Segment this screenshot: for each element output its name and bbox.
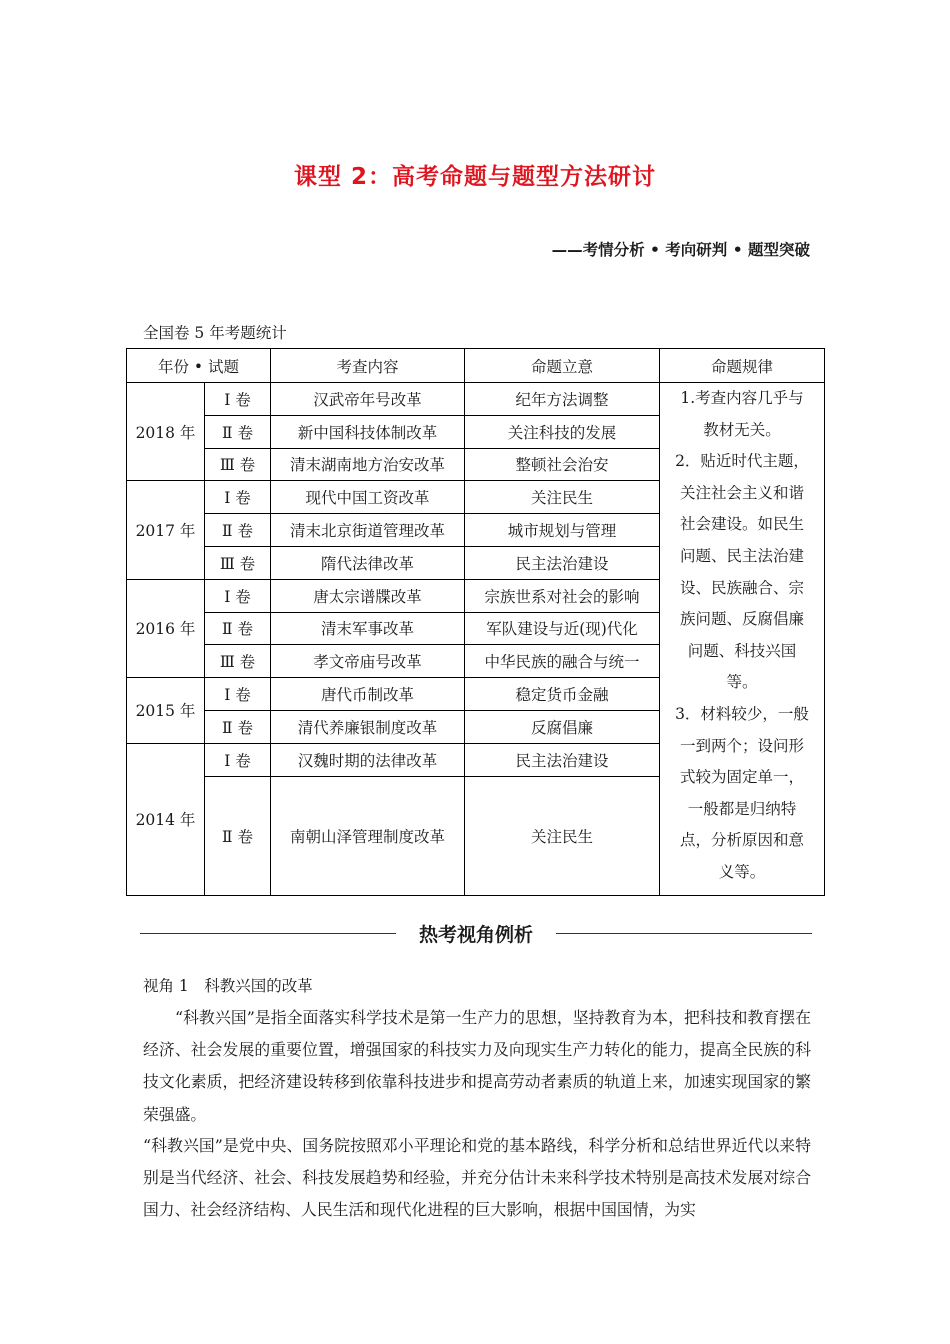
intent-cell: 稳定货币金融 [465,678,660,711]
year-cell: 2018 年 [127,383,205,481]
table-caption: 全国卷 5 年考题统计 [143,324,287,342]
rule-line: 族问题、反腐倡廉 [679,610,804,629]
paper-cell: Ⅰ 卷 [205,383,271,416]
paper-cell: Ⅱ 卷 [205,776,271,895]
rule-line: 点，分析原因和意 [679,831,804,850]
intent-cell: 关注民生 [465,481,660,514]
year-cell: 2015 年 [127,678,205,744]
content-cell: 清代养廉银制度改革 [271,710,465,743]
paper-cell: Ⅱ 卷 [205,612,271,645]
intent-cell: 民主法治建设 [465,546,660,579]
intent-cell: 城市规划与管理 [465,514,660,547]
page-title: 课型 2：高考命题与题型方法研讨 [293,164,656,190]
intent-cell: 整顿社会治安 [465,448,660,481]
paper-cell: Ⅲ 卷 [205,645,271,678]
header-intent: 命题立意 [465,349,660,383]
paper-cell: Ⅰ 卷 [205,743,271,776]
header-content: 考查内容 [271,349,465,383]
section-heading [140,918,812,948]
content-cell: 隋代法律改革 [271,546,465,579]
intent-cell: 关注科技的发展 [465,415,660,448]
content-cell: 唐太宗谱牒改革 [271,579,465,612]
intent-cell: 纪年方法调整 [465,383,660,416]
content-cell: 唐代币制改革 [271,678,465,711]
rule-line: 设、民族融合、宗 [679,578,804,597]
rule-cell [660,383,825,896]
content-cell: 南朝山泽管理制度改革 [271,776,465,895]
paragraph: “科教兴国”是指全面落实科学技术是第一生产力的思想，坚持教育为本，把科技和教育摆在经济、社会发展的重要位置，增强国家的科技实力及向现实生产力转化的能力，提高全民族的科技文化素质，把经济建设转移到依靠科技进步和提高劳动者素质的轨道上来，加速实现国家的繁荣强盛。 [143,1008,811,1124]
paper-cell: Ⅱ 卷 [205,415,271,448]
content-cell: 清末军事改革 [271,612,465,645]
paper-cell: Ⅲ 卷 [205,546,271,579]
rule-line: 问题、民主法治建 [679,546,804,565]
content-cell: 汉魏时期的法律改革 [271,743,465,776]
paper-cell: Ⅰ 卷 [205,579,271,612]
intent-cell: 民主法治建设 [465,743,660,776]
section-heading-text: 热考视角例析 [405,924,547,946]
rule-line: 一般都是归纳特 [687,799,797,818]
intent-cell: 反腐倡廉 [465,710,660,743]
year-cell: 2016 年 [127,579,205,677]
content-cell: 汉武帝年号改革 [271,383,465,416]
intent-cell: 关注民生 [465,776,660,895]
intent-cell: 军队建设与近(现)代化 [465,612,660,645]
paper-cell: Ⅱ 卷 [205,710,271,743]
content-cell: 新中国科技体制改革 [271,415,465,448]
content-cell: 孝文帝庙号改革 [271,645,465,678]
content-cell: 现代中国工资改革 [271,481,465,514]
rule-line: 教材无关。 [703,420,781,439]
rule-line: 一到两个；设问形 [679,736,804,755]
content-cell: 清末北京街道管理改革 [271,514,465,547]
page-subtitle: ——考情分析 • 考向研判 • 题型突破 [551,241,810,259]
paper-cell: Ⅰ 卷 [205,481,271,514]
header-year-paper: 年份 • 试题 [127,349,271,383]
paper-cell: Ⅲ 卷 [205,448,271,481]
year-cell: 2017 年 [127,481,205,579]
table-row [127,383,825,416]
rule-line: 式较为固定单一， [679,768,804,787]
rule-line: 问题、科技兴国 [687,641,797,660]
intent-cell: 宗族世系对社会的影响 [465,579,660,612]
rule-line: 2．贴近时代主题， [675,452,809,471]
rule-line: 等。 [726,673,758,692]
rule-line: 关注社会主义和谐 [679,483,804,502]
rule-line: 3．材料较少，一般 [675,704,809,723]
rule-line: 社会建设。如民生 [679,515,804,534]
exam-statistics-table [126,348,825,896]
header-rule: 命题规律 [660,349,825,383]
paragraph: “科教兴国”是党中央、国务院按照邓小平理论和党的基本路线，科学分析和总结世界近代以来特别是当代经济、社会、科技发展趋势和经验，并充分估计未来科学技术特别是高技术发展对综合国力、社会经济结构、人民生活和现代化进程的巨大影响，根据中国国情，为实 [143,1136,811,1220]
year-cell: 2014 年 [127,743,205,895]
intent-cell: 中华民族的融合与统一 [465,645,660,678]
paper-cell: Ⅱ 卷 [205,514,271,547]
rule-line: 1.考查内容几乎与 [680,389,804,407]
paper-cell: Ⅰ 卷 [205,678,271,711]
table-header-row [127,349,825,383]
view-label: 视角 1 科教兴国的改革 [143,977,313,995]
rule-line: 义等。 [718,862,766,881]
content-cell: 清末湖南地方治安改革 [271,448,465,481]
